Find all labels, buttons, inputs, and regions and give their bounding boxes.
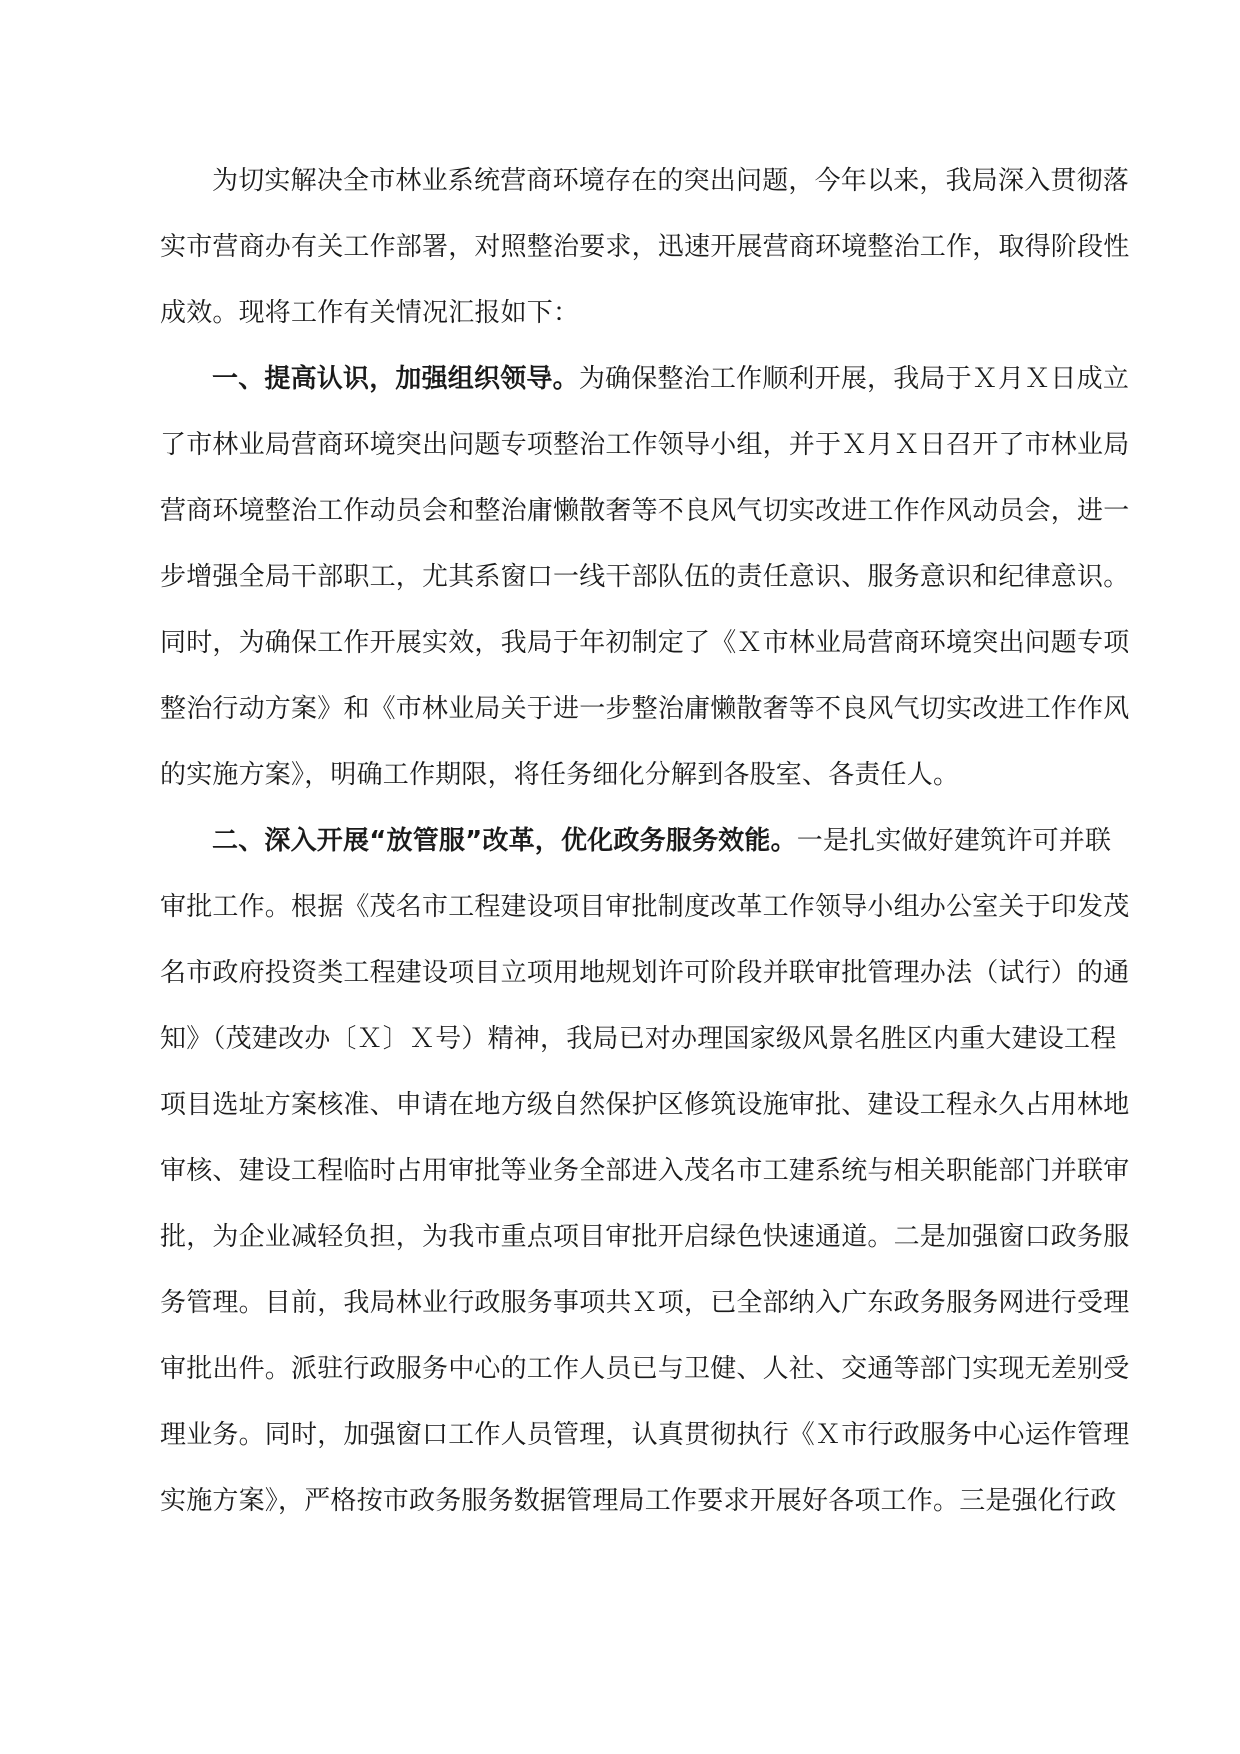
section-1-paragraph: [160, 346, 1130, 808]
section-2-heading: 二、深入开展“放管服”改革，优化政务服务效能。: [212, 826, 797, 856]
section-1-first-line: [160, 346, 1130, 412]
section-2-line: 理业务。同时，加强窗口工作人员管理，认真贯彻执行《Ｘ市行政服务中心运作管理: [160, 1420, 1130, 1450]
section-2-line: 批，为企业减轻负担，为我市重点项目审批开启绿色快速通道。二是加强窗口政务服: [160, 1222, 1130, 1252]
intro-line: 为切实解决全市林业系统营商环境存在的突出问题，今年以来，我局深入贯彻落: [212, 166, 1130, 196]
section-2-line: 项目选址方案核准、申请在地方级自然保护区修筑设施审批、建设工程永久占用林地: [160, 1090, 1130, 1120]
section-2-first-line: [160, 808, 1112, 874]
section-2-paragraph: [160, 808, 1130, 1534]
section-2-line: 审核、建设工程临时占用审批等业务全部进入茂名市工建系统与相关职能部门并联审: [160, 1156, 1130, 1186]
section-1-line: 的实施方案》，明确工作期限，将任务细化分解到各股室、各责任人。: [160, 760, 960, 790]
section-1-first-line-rest: 为确保整治工作顺利开展，我局于Ｘ月Ｘ日成立: [578, 364, 1130, 394]
section-2-line: 务管理。目前，我局林业行政服务事项共Ｘ项，已全部纳入广东政务服务网进行受理: [160, 1288, 1130, 1318]
section-1-line: 步增强全局干部职工，尤其系窗口一线干部队伍的责任意识、服务意识和纪律意识。: [160, 562, 1130, 592]
document-body: [160, 148, 1130, 1534]
section-1-line: 营商环境整治工作动员会和整治庸懒散奢等不良风气切实改进工作作风动员会，进一: [160, 496, 1130, 526]
section-2-line: 知》（茂建改办〔Ｘ〕Ｘ号）精神，我局已对办理国家级风景名胜区内重大建设工程: [160, 1024, 1117, 1054]
section-1-line: 同时，为确保工作开展实效，我局于年初制定了《Ｘ市林业局营商环境突出问题专项: [160, 628, 1130, 658]
section-2-line: 实施方案》，严格按市政务服务数据管理局工作要求开展好各项工作。三是强化行政: [160, 1486, 1117, 1516]
section-1-line: 了市林业局营商环境突出问题专项整治工作领导小组，并于Ｘ月Ｘ日召开了市林业局: [160, 430, 1130, 460]
intro-line: 实市营商办有关工作部署，对照整治要求，迅速开展营商环境整治工作，取得阶段性: [160, 232, 1130, 262]
intro-paragraph: [160, 148, 1130, 346]
section-2-line: 名市政府投资类工程建设项目立项用地规划许可阶段并联审批管理办法（试行）的通: [160, 958, 1130, 988]
section-2-line: 审批出件。派驻行政服务中心的工作人员已与卫健、人社、交通等部门实现无差别受: [160, 1354, 1130, 1384]
intro-line: 成效。现将工作有关情况汇报如下：: [160, 298, 580, 328]
section-1-line: 整治行动方案》和《市林业局关于进一步整治庸懒散奢等不良风气切实改进工作作风: [160, 694, 1130, 724]
section-2-line: 审批工作。根据《茂名市工程建设项目审批制度改革工作领导小组办公室关于印发茂: [160, 892, 1130, 922]
section-1-heading: 一、提高认识，加强组织领导。: [212, 364, 579, 394]
section-2-first-line-rest: 一是扎实做好建筑许可并联: [796, 826, 1112, 856]
